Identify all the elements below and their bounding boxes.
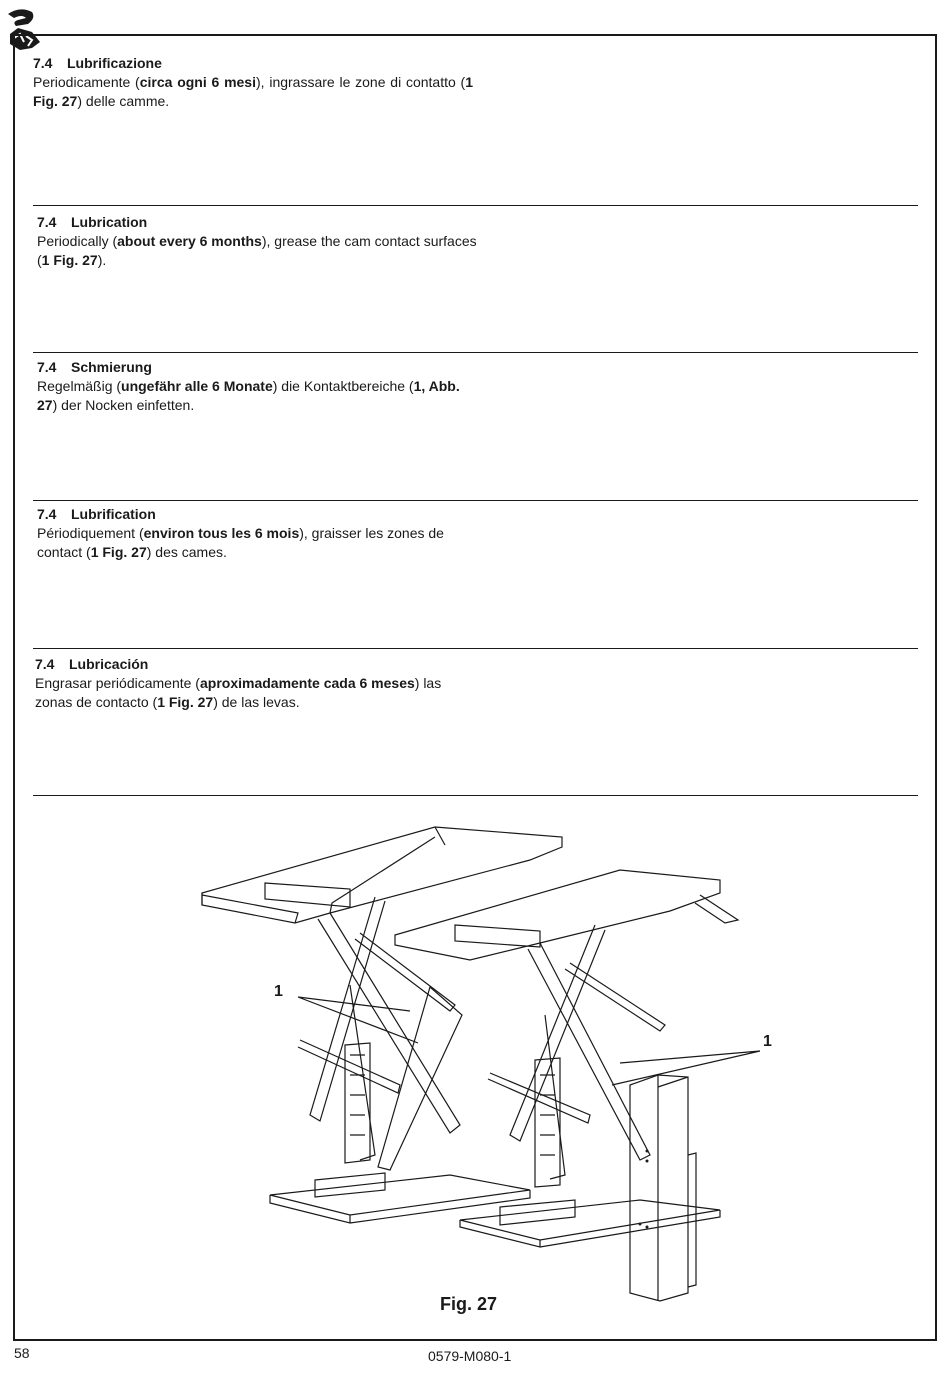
section-number: 7.4 [37,214,57,230]
figure-callout-label: 1 [763,1033,772,1050]
section-italian [33,54,473,111]
section-divider [33,795,918,796]
section-heading [33,54,473,73]
section-number: 7.4 [37,359,57,375]
section-divider [33,352,918,353]
section-spanish [35,655,475,712]
section-body: Périodiquement (environ tous les 6 mois), graisser les zones de contact (1 Fig. 27) des cames. [37,525,444,560]
section-title: Lubrificazione [67,55,162,71]
section-heading [37,358,477,377]
section-title: Lubrification [71,506,156,522]
section-french [37,505,477,562]
section-heading [35,655,475,674]
section-title: Lubrication [71,214,148,230]
page-number: 58 [14,1345,30,1361]
section-divider [33,500,918,501]
section-title: Lubricación [69,656,149,672]
section-body: Periodicamente (circa ogni 6 mesi), ingrassare le zone di contatto (1 Fig. 27) delle camme. [33,74,474,109]
section-divider [33,205,918,206]
section-german [37,358,477,415]
section-divider [33,648,918,649]
section-title: Schmierung [71,359,152,375]
document-code: 0579-M080-1 [428,1348,512,1364]
section-number: 7.4 [35,656,55,672]
section-number: 7.4 [33,55,53,71]
section-body: Regelmäßig (ungefähr alle 6 Monate) die Kontaktbereiche (1, Abb. 27) der Nocken einfetten. [37,378,460,413]
section-heading [37,213,477,232]
figure-callout-label: 1 [274,983,283,1000]
section-number: 7.4 [37,506,57,522]
section-body: Periodically (about every 6 months), grease the cam contact surfaces (1 Fig. 27). [37,233,477,268]
figure-caption: Fig. 27 [440,1294,498,1314]
section-body: Engrasar periódicamente (aproximadamente cada 6 meses) las zonas de contacto (1 Fig. 27) de las levas. [35,675,442,710]
section-english [37,213,477,270]
section-heading [37,505,477,524]
scissor-lift-illustration [200,815,780,1305]
